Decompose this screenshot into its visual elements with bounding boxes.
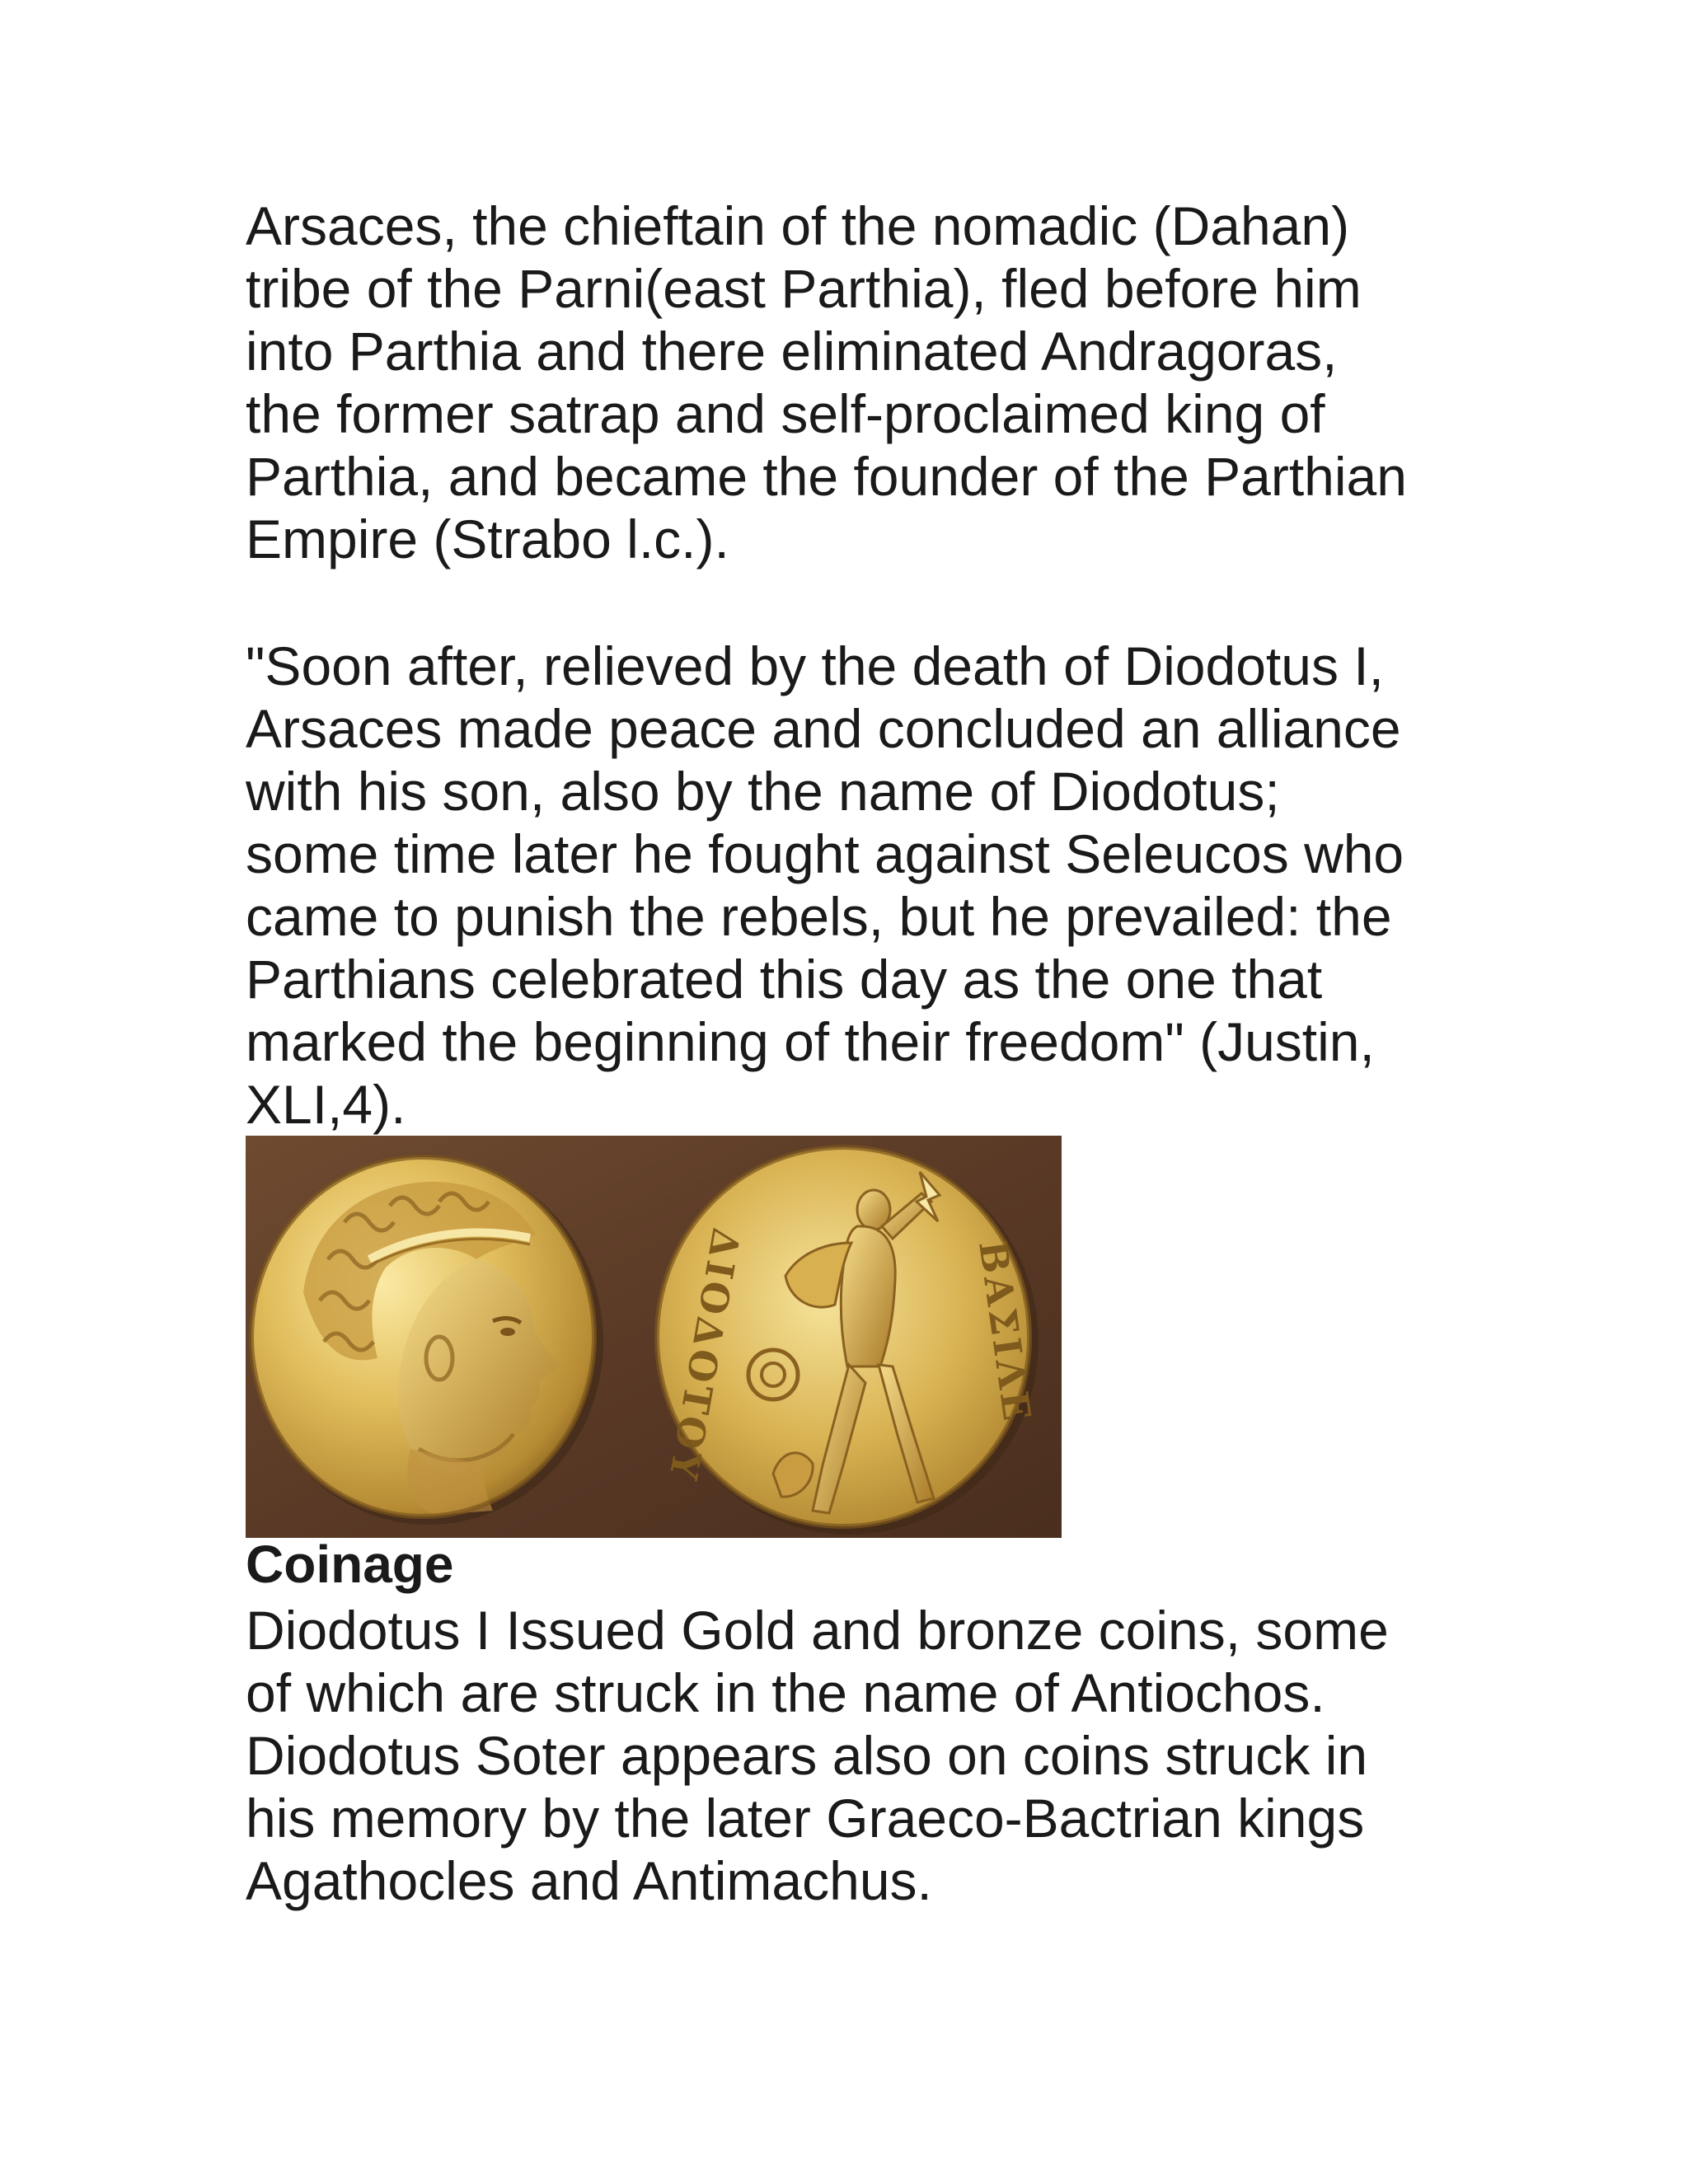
text-line: XLI,4).	[246, 1074, 406, 1135]
paragraph-arsaces	[246, 194, 1482, 570]
paragraph-justin-quote	[246, 635, 1482, 1136]
text-line: "Soon after, relieved by the death of Diodotus I,	[246, 635, 1384, 696]
text-line: marked the beginning of their freedom" (Justin,	[246, 1011, 1375, 1072]
text-line: Parthians celebrated this day as the one that	[246, 949, 1323, 1010]
text-line: Arsaces, the chieftain of the nomadic (Dahan)	[246, 195, 1350, 256]
text-line: with his son, also by the name of Diodotus;	[246, 761, 1280, 822]
text-line: Diodotus Soter appears also on coins struck in	[246, 1725, 1368, 1786]
paragraph-coinage	[246, 1599, 1482, 1912]
text-line: of which are struck in the name of Antiochos.	[246, 1662, 1325, 1723]
text-line: Arsaces made peace and concluded an alliance	[246, 698, 1401, 759]
reverse-legend-right: ΒΑΣΙΛΕ	[970, 1238, 1040, 1427]
coin-photo	[246, 1136, 1062, 1538]
text-line: tribe of the Parni(east Parthia), fled before him	[246, 258, 1362, 319]
reverse-coin	[657, 1147, 1040, 1535]
text-line: came to punish the rebels, but he prevailed: the	[246, 886, 1392, 947]
text-line: his memory by the later Graeco-Bactrian kings	[246, 1788, 1365, 1849]
text-line: Diodotus I Issued Gold and bronze coins, some	[246, 1600, 1389, 1661]
text-line: Empire (Strabo l.c.).	[246, 509, 729, 569]
text-line: Parthia, and became the founder of the Parthian	[246, 446, 1407, 507]
obverse-coin	[251, 1157, 603, 1525]
text-line: Agathocles and Antimachus.	[246, 1850, 932, 1911]
text-line: the former satrap and self-proclaimed king of	[246, 383, 1325, 444]
text-line: some time later he fought against Seleucos who	[246, 823, 1404, 884]
text-line: into Parthia and there eliminated Andragoras,	[246, 321, 1338, 382]
reverse-legend-left: ΔΙΟΔΟΤΟΥ	[659, 1225, 749, 1486]
section-heading-coinage: Coinage	[246, 1535, 454, 1594]
